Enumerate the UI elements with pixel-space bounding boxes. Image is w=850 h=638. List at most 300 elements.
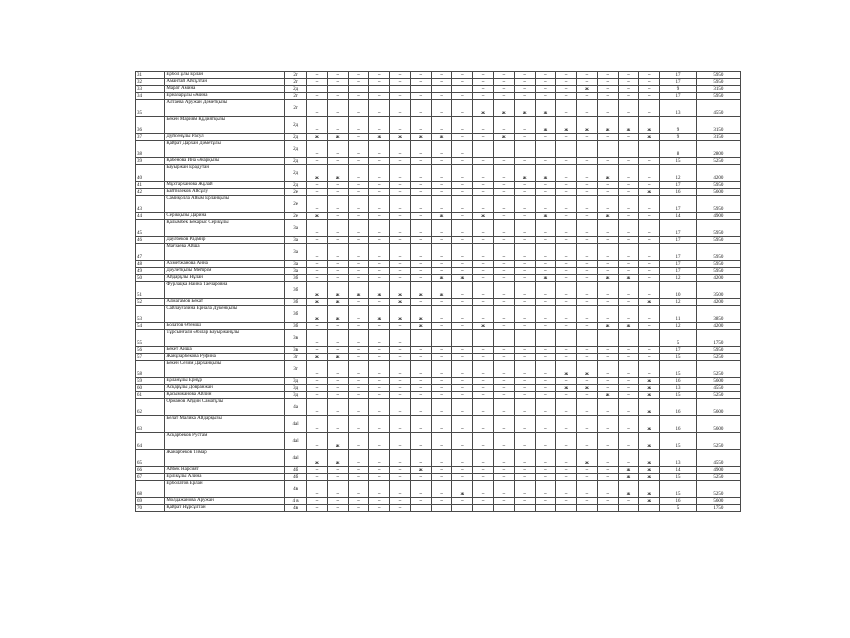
table-row <box>136 481 741 498</box>
mark-cell: ж <box>514 100 535 117</box>
mark-cell: ж <box>452 481 473 498</box>
amount-cell: 4200 <box>696 299 740 306</box>
mark-cell: ж <box>410 467 431 474</box>
day-count-cell: 17 <box>660 261 697 268</box>
mark-cell: – <box>410 392 431 399</box>
mark-cell: – <box>473 189 494 196</box>
class-cell: 3а <box>285 268 307 275</box>
mark-cell: – <box>390 498 411 505</box>
mark-cell: – <box>535 244 556 261</box>
mark-cell: – <box>639 244 660 261</box>
mark-cell: – <box>307 330 328 347</box>
mark-cell: – <box>307 79 328 86</box>
mark-cell: ж <box>577 117 598 134</box>
mark-cell: – <box>577 268 598 275</box>
mark-cell: – <box>618 134 639 141</box>
mark-cell: – <box>493 282 514 299</box>
mark-cell: – <box>473 117 494 134</box>
mark-cell: – <box>452 347 473 354</box>
mark-cell: – <box>473 299 494 306</box>
mark-cell: – <box>327 268 348 275</box>
mark-cell: – <box>431 299 452 306</box>
mark-cell: – <box>493 433 514 450</box>
mark-cell: – <box>639 347 660 354</box>
row-number-cell: 32 <box>136 79 165 86</box>
class-cell: 3д <box>285 378 307 385</box>
amount-cell: 1750 <box>696 505 740 512</box>
mark-cell: – <box>307 347 328 354</box>
mark-cell: – <box>597 196 618 213</box>
mark-cell: – <box>390 189 411 196</box>
mark-cell: – <box>410 117 431 134</box>
mark-cell: ж <box>307 213 328 220</box>
table-row <box>136 299 741 306</box>
mark-cell: – <box>639 220 660 237</box>
mark-cell: – <box>514 282 535 299</box>
mark-cell: – <box>493 474 514 481</box>
class-cell: 2д <box>285 117 307 134</box>
student-name-cell: Молдажанова Аружан <box>165 498 285 505</box>
row-number-cell: 40 <box>136 165 165 182</box>
student-name-cell: Белат Малика Айдарқызы <box>165 416 285 433</box>
mark-cell: – <box>369 244 390 261</box>
table-row <box>136 93 741 100</box>
mark-cell <box>473 330 494 347</box>
mark-cell: – <box>369 261 390 268</box>
mark-cell: ж <box>390 306 411 323</box>
mark-cell <box>618 505 639 512</box>
mark-cell: – <box>556 392 577 399</box>
mark-cell: – <box>452 244 473 261</box>
mark-cell: – <box>577 261 598 268</box>
row-number-cell: 33 <box>136 86 165 93</box>
mark-cell: – <box>452 433 473 450</box>
mark-cell: – <box>639 306 660 323</box>
mark-cell: – <box>556 100 577 117</box>
mark-cell: – <box>535 378 556 385</box>
class-cell: 3а <box>285 237 307 244</box>
mark-cell: – <box>556 474 577 481</box>
mark-cell: – <box>639 165 660 182</box>
mark-cell: – <box>410 433 431 450</box>
mark-cell: – <box>618 165 639 182</box>
amount-cell: 5250 <box>696 392 740 399</box>
mark-cell: – <box>473 347 494 354</box>
student-name-cell: Бауыржан Ерадутан <box>165 165 285 182</box>
mark-cell: – <box>369 474 390 481</box>
mark-cell: – <box>327 399 348 416</box>
mark-cell: ж <box>639 134 660 141</box>
mark-cell: – <box>452 474 473 481</box>
mark-cell: – <box>514 244 535 261</box>
amount-cell: 5950 <box>696 93 740 100</box>
mark-cell: – <box>514 399 535 416</box>
row-number-cell: 38 <box>136 141 165 158</box>
mark-cell: – <box>431 165 452 182</box>
mark-cell: – <box>348 306 369 323</box>
mark-cell: ж <box>639 392 660 399</box>
mark-cell: – <box>410 299 431 306</box>
mark-cell: – <box>410 354 431 361</box>
mark-cell: ж <box>431 275 452 282</box>
mark-cell: – <box>452 196 473 213</box>
mark-cell: – <box>597 354 618 361</box>
mark-cell: ж <box>390 134 411 141</box>
mark-cell: – <box>473 498 494 505</box>
mark-cell: – <box>390 361 411 378</box>
mark-cell: – <box>390 244 411 261</box>
mark-cell: – <box>431 378 452 385</box>
mark-cell: – <box>452 261 473 268</box>
mark-cell: – <box>327 261 348 268</box>
mark-cell: – <box>535 72 556 79</box>
mark-cell: – <box>369 299 390 306</box>
mark-cell: – <box>452 299 473 306</box>
mark-cell: – <box>514 196 535 213</box>
class-cell: 2е <box>285 196 307 213</box>
mark-cell: – <box>493 165 514 182</box>
mark-cell: – <box>493 158 514 165</box>
mark-cell: – <box>410 261 431 268</box>
mark-cell: – <box>473 86 494 93</box>
mark-cell: – <box>597 100 618 117</box>
mark-cell: – <box>597 467 618 474</box>
mark-cell: ж <box>410 323 431 330</box>
mark-cell: – <box>535 481 556 498</box>
student-name-cell: Бекен Мариям Құдиятқызы <box>165 117 285 134</box>
mark-cell: ж <box>597 117 618 134</box>
table-row <box>136 275 741 282</box>
student-name-cell: Қалымбек Бекарыс Серікұлы <box>165 220 285 237</box>
mark-cell: – <box>514 354 535 361</box>
table-row <box>136 399 741 416</box>
mark-cell: – <box>410 237 431 244</box>
mark-cell: – <box>514 275 535 282</box>
mark-cell: – <box>556 354 577 361</box>
mark-cell: – <box>514 134 535 141</box>
table-row <box>136 354 741 361</box>
table-row <box>136 165 741 182</box>
day-count-cell: 17 <box>660 244 697 261</box>
mark-cell: – <box>452 237 473 244</box>
mark-cell: ж <box>514 165 535 182</box>
mark-cell: – <box>514 323 535 330</box>
mark-cell: ж <box>535 165 556 182</box>
mark-cell: – <box>556 220 577 237</box>
mark-cell <box>473 141 494 158</box>
mark-cell <box>597 330 618 347</box>
mark-cell: – <box>327 196 348 213</box>
student-name-cell: Марат Амина <box>165 86 285 93</box>
mark-cell: – <box>390 323 411 330</box>
mark-cell: – <box>618 354 639 361</box>
table-row <box>136 213 741 220</box>
mark-cell: – <box>348 220 369 237</box>
student-name-cell: Ерлікұлы Алина <box>165 474 285 481</box>
mark-cell: – <box>348 450 369 467</box>
mark-cell: – <box>493 378 514 385</box>
mark-cell: – <box>452 213 473 220</box>
mark-cell: – <box>473 275 494 282</box>
mark-cell: – <box>618 220 639 237</box>
mark-cell: – <box>452 93 473 100</box>
row-number-cell: 41 <box>136 182 165 189</box>
mark-cell: – <box>535 498 556 505</box>
row-number-cell: 49 <box>136 268 165 275</box>
student-name-cell: Мұхтарханова Жұлай <box>165 182 285 189</box>
day-count-cell: 17 <box>660 237 697 244</box>
mark-cell: – <box>577 237 598 244</box>
mark-cell: – <box>410 275 431 282</box>
amount-cell: 4550 <box>696 100 740 117</box>
mark-cell: – <box>431 244 452 261</box>
mark-cell: – <box>473 450 494 467</box>
mark-cell <box>597 505 618 512</box>
mark-cell: – <box>597 189 618 196</box>
mark-cell <box>639 330 660 347</box>
mark-cell: – <box>514 450 535 467</box>
mark-cell: – <box>307 275 328 282</box>
row-number-cell: 61 <box>136 392 165 399</box>
mark-cell: ж <box>535 275 556 282</box>
mark-cell <box>410 86 431 93</box>
mark-cell: – <box>431 93 452 100</box>
mark-cell: – <box>535 86 556 93</box>
class-cell: 2г <box>285 100 307 117</box>
mark-cell: – <box>348 347 369 354</box>
mark-cell: – <box>431 385 452 392</box>
mark-cell: – <box>369 481 390 498</box>
amount-cell: 5950 <box>696 72 740 79</box>
class-cell: 3б <box>285 323 307 330</box>
mark-cell: – <box>452 268 473 275</box>
mark-cell: – <box>535 299 556 306</box>
mark-cell: ж <box>307 354 328 361</box>
mark-cell: ж <box>639 385 660 392</box>
mark-cell: – <box>493 481 514 498</box>
table-row <box>136 282 741 299</box>
student-name-cell: Орманов Айдин Саматұлы <box>165 399 285 416</box>
mark-cell: – <box>348 330 369 347</box>
amount-cell: 4200 <box>696 275 740 282</box>
student-name-cell: Даулбеков Радмир <box>165 237 285 244</box>
mark-cell: – <box>493 361 514 378</box>
class-cell: 3д <box>285 385 307 392</box>
mark-cell: – <box>514 361 535 378</box>
row-number-cell: 44 <box>136 213 165 220</box>
mark-cell: – <box>348 93 369 100</box>
mark-cell: – <box>577 72 598 79</box>
day-count-cell: 15 <box>660 392 697 399</box>
mark-cell: – <box>348 134 369 141</box>
mark-cell <box>410 330 431 347</box>
class-cell: 4 в <box>285 498 307 505</box>
mark-cell: – <box>535 79 556 86</box>
mark-cell: – <box>473 416 494 433</box>
mark-cell: – <box>431 347 452 354</box>
mark-cell: – <box>452 117 473 134</box>
mark-cell: ж <box>307 450 328 467</box>
row-number-cell: 54 <box>136 323 165 330</box>
mark-cell <box>348 86 369 93</box>
mark-cell: – <box>535 220 556 237</box>
mark-cell: – <box>493 323 514 330</box>
mark-cell: ж <box>493 100 514 117</box>
table-row <box>136 261 741 268</box>
mark-cell: – <box>431 158 452 165</box>
amount-cell: 5950 <box>696 347 740 354</box>
mark-cell: – <box>348 244 369 261</box>
day-count-cell: 17 <box>660 220 697 237</box>
mark-cell: – <box>639 86 660 93</box>
mark-cell: – <box>327 72 348 79</box>
mark-cell: – <box>348 158 369 165</box>
mark-cell: – <box>639 182 660 189</box>
class-cell: 2е <box>285 213 307 220</box>
table-row <box>136 220 741 237</box>
mark-cell: ж <box>597 392 618 399</box>
amount-cell: 5600 <box>696 378 740 385</box>
mark-cell: – <box>618 361 639 378</box>
mark-cell: – <box>348 79 369 86</box>
mark-cell: – <box>556 268 577 275</box>
class-cell: 3г <box>285 354 307 361</box>
mark-cell: – <box>390 261 411 268</box>
day-count-cell: 12 <box>660 299 697 306</box>
mark-cell: – <box>493 117 514 134</box>
mark-cell <box>307 86 328 93</box>
mark-cell: – <box>348 378 369 385</box>
mark-cell: – <box>556 481 577 498</box>
mark-cell: – <box>452 416 473 433</box>
mark-cell: – <box>618 399 639 416</box>
row-number-cell: 53 <box>136 306 165 323</box>
class-cell: 2г <box>285 93 307 100</box>
mark-cell: – <box>556 261 577 268</box>
mark-cell: – <box>390 378 411 385</box>
class-cell: 4в <box>285 505 307 512</box>
mark-cell: – <box>327 347 348 354</box>
mark-cell: – <box>348 141 369 158</box>
day-count-cell: 5 <box>660 330 697 347</box>
mark-cell: – <box>618 416 639 433</box>
mark-cell: – <box>618 244 639 261</box>
mark-cell: – <box>493 392 514 399</box>
amount-cell: 5950 <box>696 196 740 213</box>
mark-cell: – <box>473 134 494 141</box>
mark-cell: – <box>577 347 598 354</box>
mark-cell: – <box>535 268 556 275</box>
mark-cell: – <box>535 392 556 399</box>
mark-cell <box>390 86 411 93</box>
class-cell: 2д <box>285 141 307 158</box>
mark-cell: ж <box>535 213 556 220</box>
mark-cell: – <box>348 182 369 189</box>
table-row <box>136 416 741 433</box>
mark-cell: – <box>597 474 618 481</box>
mark-cell: – <box>618 392 639 399</box>
mark-cell: ж <box>639 433 660 450</box>
amount-cell: 4550 <box>696 385 740 392</box>
row-number-cell: 52 <box>136 299 165 306</box>
table-row <box>136 450 741 467</box>
mark-cell: – <box>597 134 618 141</box>
mark-cell: – <box>493 347 514 354</box>
mark-cell: – <box>556 347 577 354</box>
mark-cell: – <box>390 196 411 213</box>
mark-cell: – <box>369 330 390 347</box>
mark-cell: – <box>577 354 598 361</box>
mark-cell: – <box>618 306 639 323</box>
mark-cell: – <box>535 306 556 323</box>
mark-cell: – <box>493 213 514 220</box>
mark-cell: – <box>410 72 431 79</box>
mark-cell: – <box>577 282 598 299</box>
student-name-cell: Мағзаева Айша <box>165 244 285 261</box>
mark-cell: – <box>307 141 328 158</box>
mark-cell: – <box>410 220 431 237</box>
mark-cell: – <box>639 261 660 268</box>
mark-cell <box>535 141 556 158</box>
mark-cell: – <box>597 237 618 244</box>
mark-cell: – <box>618 213 639 220</box>
mark-cell: – <box>597 244 618 261</box>
mark-cell: – <box>514 385 535 392</box>
mark-cell: – <box>307 498 328 505</box>
table-row <box>136 134 741 141</box>
class-cell: 4а <box>285 399 307 416</box>
mark-cell: ж <box>473 100 494 117</box>
row-number-cell: 43 <box>136 196 165 213</box>
mark-cell: – <box>556 450 577 467</box>
mark-cell: – <box>348 498 369 505</box>
mark-cell: – <box>327 141 348 158</box>
mark-cell: – <box>514 189 535 196</box>
mark-cell: – <box>618 268 639 275</box>
mark-cell: – <box>556 213 577 220</box>
mark-cell: ж <box>369 134 390 141</box>
day-count-cell: 15 <box>660 158 697 165</box>
mark-cell: – <box>327 378 348 385</box>
row-number-cell: 59 <box>136 378 165 385</box>
table-row <box>136 244 741 261</box>
mark-cell: – <box>473 354 494 361</box>
mark-cell: – <box>556 282 577 299</box>
mark-cell: – <box>473 158 494 165</box>
mark-cell: – <box>514 299 535 306</box>
mark-cell: – <box>577 275 598 282</box>
mark-cell: – <box>577 189 598 196</box>
mark-cell: – <box>390 141 411 158</box>
mark-cell: ж <box>327 165 348 182</box>
table-row <box>136 433 741 450</box>
mark-cell: – <box>514 433 535 450</box>
mark-cell: – <box>597 416 618 433</box>
mark-cell: – <box>473 268 494 275</box>
class-cell: 3в <box>285 347 307 354</box>
mark-cell: – <box>618 79 639 86</box>
mark-cell: – <box>369 268 390 275</box>
mark-cell: – <box>577 498 598 505</box>
row-number-cell: 58 <box>136 361 165 378</box>
student-name-cell: Амантай Айсұлтан <box>165 79 285 86</box>
mark-cell: ж <box>597 275 618 282</box>
student-name-cell: Асқарбеков Рустам <box>165 433 285 450</box>
mark-cell: – <box>348 467 369 474</box>
mark-cell: – <box>410 100 431 117</box>
student-name-cell: Алтаева Аружан Дәметқызы <box>165 100 285 117</box>
mark-cell: – <box>452 306 473 323</box>
